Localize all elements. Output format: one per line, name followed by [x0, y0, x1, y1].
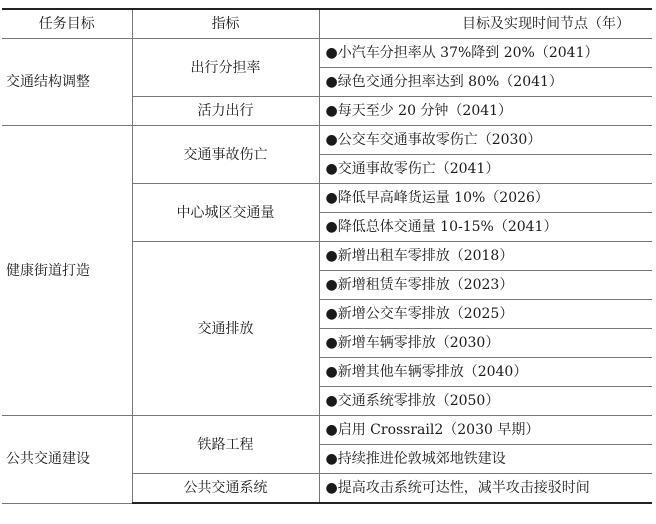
target-cell: ●降低总体交通量 10-15%（2041） — [319, 213, 652, 242]
target-cell: ●持续推进伦敦城郊地铁建设 — [319, 445, 652, 474]
table-row — [2, 39, 652, 68]
target-cell: ●小汽车分担率从 37%降到 20%（2041） — [319, 39, 652, 68]
target-cell: ●新增公交车零排放（2025） — [319, 300, 652, 329]
indicator-cell: 公共交通系统 — [132, 474, 319, 504]
target-cell: ●启用 Crossrail2（2030 早期） — [319, 416, 652, 445]
header-row — [2, 9, 652, 39]
target-cell: ●公交车交通事故零伤亡（2030） — [319, 126, 652, 155]
targets-table — [2, 8, 652, 504]
indicator-cell: 交通事故伤亡 — [132, 126, 319, 184]
indicator-cell: 交通排放 — [132, 242, 319, 416]
table-row — [2, 416, 652, 445]
target-cell: ●交通系统零排放（2050） — [319, 387, 652, 416]
group-cell: 公共交通建设 — [2, 416, 132, 504]
indicator-cell: 中心城区交通量 — [132, 184, 319, 242]
target-cell: ●绿色交通分担率达到 80%（2041） — [319, 68, 652, 97]
target-cell: ●新增出租车零排放（2018） — [319, 242, 652, 271]
indicator-cell: 铁路工程 — [132, 416, 319, 474]
header-target: 目标及实现时间节点（年） — [319, 9, 652, 39]
header-goal: 任务目标 — [2, 9, 132, 39]
target-cell: ●交通事故零伤亡（2041） — [319, 155, 652, 184]
target-cell: ●提高攻击系统可达性，减半攻击接驳时间 — [319, 474, 652, 504]
table-row — [2, 126, 652, 155]
target-cell: ●降低早高峰货运量 10%（2026） — [319, 184, 652, 213]
indicator-cell: 出行分担率 — [132, 39, 319, 97]
header-indicator: 指标 — [132, 9, 319, 39]
target-cell: ●新增其他车辆零排放（2040） — [319, 358, 652, 387]
target-cell: ●每天至少 20 分钟（2041） — [319, 97, 652, 126]
group-cell: 健康街道打造 — [2, 126, 132, 416]
group-cell: 交通结构调整 — [2, 39, 132, 126]
target-cell: ●新增车辆零排放（2030） — [319, 329, 652, 358]
indicator-cell: 活力出行 — [132, 97, 319, 126]
target-cell: ●新增租赁车零排放（2023） — [319, 271, 652, 300]
